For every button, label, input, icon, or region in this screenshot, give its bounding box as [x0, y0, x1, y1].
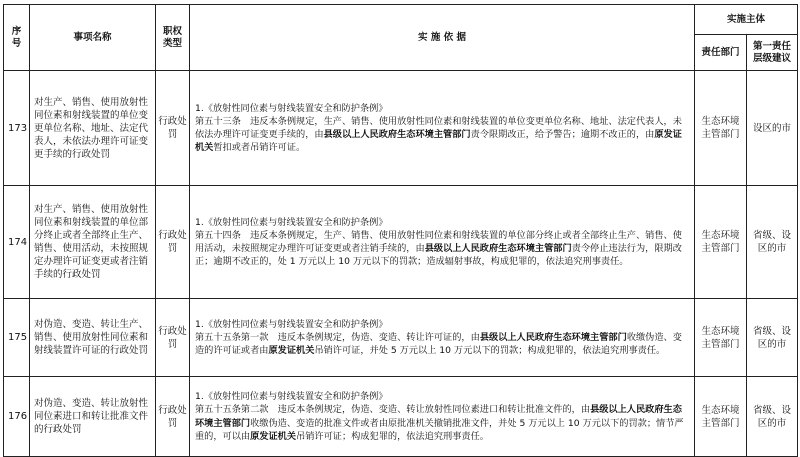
authority-emphasis: 原发证机关 [250, 430, 297, 442]
item-name: 对伪造、变造、转让生产、销售、使用放射性同位素和射线装置许可证的行政处罚 [30, 299, 156, 377]
table-row [4, 186, 798, 299]
article-part: 第五十三条 违反本条例规定，生产、销售、使用放射性同位素和射线装置的单位变更单位名称、地址、法定代表人，未依法办理许可证变更手续的，由 [195, 115, 682, 140]
law-title: 1.《放射性同位素与射线装置安全和防护条例》 [195, 216, 388, 228]
authority-emphasis: 县级以上人民政府生态环境主管部门 [195, 404, 682, 429]
article-text [195, 115, 689, 155]
article-part: 吊销许可证，并处 5 万元以上 10 万元以下的罚款；构成犯罪的，依法追究刑事责任。 [314, 345, 666, 357]
responsibility-level: 省级、设区的市 [747, 299, 798, 377]
header-seq: 序号 [4, 5, 30, 71]
article-text [195, 331, 689, 357]
law-title: 1.《放射性同位素与射线装置安全和防护条例》 [195, 391, 388, 403]
article-text [195, 403, 689, 443]
header-name: 事项名称 [30, 5, 156, 71]
row-number: 175 [4, 299, 30, 377]
header-type: 职权类型 [156, 5, 190, 71]
header-basis: 实 施 依 据 [190, 5, 695, 71]
header-dept: 责任部门 [695, 35, 747, 71]
header-level: 第一责任层级建议 [747, 35, 798, 71]
power-type: 行政处罚 [156, 377, 190, 457]
responsible-dept: 生态环境主管部门 [695, 186, 747, 299]
article-part: 第五十五条第二款 违反本条例规定，伪造、变造、转让放射性同位素进口和转让批准文件的，由 [195, 404, 591, 416]
responsibility-level: 省级、设区的市 [747, 186, 798, 299]
article-part: 责令限期改正，给予警告；逾期不改正的，由 [470, 129, 655, 140]
legal-basis [190, 186, 695, 299]
authority-emphasis: 原发证机关 [195, 129, 682, 154]
legal-basis [190, 71, 695, 186]
table-row [4, 377, 798, 457]
authority-emphasis: 县级以上人民政府生态环境主管部门 [479, 331, 627, 343]
responsible-dept: 生态环境主管部门 [695, 71, 747, 186]
row-number: 176 [4, 377, 30, 457]
law-title: 1.《放射性同位素与射线装置安全和防护条例》 [195, 318, 388, 330]
article-part: 责令停止违法行为，限期改正；逾期不改正的，处 1 万元以上 10 万元以下的罚款；造成辐射事故，构成犯罪的，依法追究刑事责任。 [195, 243, 682, 268]
item-name: 对伪造、变造、转让放射性同位素进口和转让批准文件的行政处罚 [30, 377, 156, 457]
article-part: 收缴伪造、变造的批准文件或者由原批准机关撤销批准文件，并处 5 万元以上 10 万元以下的罚款；情节严重的，可以由 [195, 417, 684, 442]
responsible-dept: 生态环境主管部门 [695, 377, 747, 457]
article-part: 第五十五条第一款 违反本条例规定，伪造、变造、转让许可证的，由 [195, 331, 480, 343]
authority-emphasis: 原发证机关 [268, 345, 315, 357]
power-type: 行政处罚 [156, 299, 190, 377]
row-number: 174 [4, 186, 30, 299]
legal-basis [190, 377, 695, 457]
legal-basis [190, 299, 695, 377]
item-name: 对生产、销售、使用放射性同位素和射线装置的单位变更单位名称、地址、法定代表人，未依法办理许可证变更手续的行政处罚 [30, 71, 156, 186]
law-title: 1.《放射性同位素与射线装置安全和防护条例》 [195, 102, 388, 114]
power-type: 行政处罚 [156, 186, 190, 299]
article-part: 收缴伪造、变造的许可证或者由 [195, 331, 682, 357]
item-name: 对生产、销售、使用放射性同位素和射线装置的单位部分终止或者全部终止生产、销售、使用活动，未按照规定办理许可证变更或者注销手续的行政处罚 [30, 186, 156, 299]
responsible-dept: 生态环境主管部门 [695, 299, 747, 377]
power-type: 行政处罚 [156, 71, 190, 186]
authority-emphasis: 县级以上人民政府生态环境主管部门 [323, 129, 471, 140]
responsibility-level: 设区的市 [747, 71, 798, 186]
table-row [4, 299, 798, 377]
header-subject: 实施主体 [695, 5, 798, 35]
authority-emphasis: 县级以上人民政府生态环境主管部门 [424, 243, 572, 254]
responsibility-level: 省级、设区的市 [747, 377, 798, 457]
enforcement-table [3, 4, 798, 457]
article-text [195, 229, 689, 269]
article-part: 暂扣或者吊销许可证。 [213, 142, 306, 154]
article-part: 第五十四条 违反本条例规定，生产、销售、使用放射性同位素和射线装置的单位部分终止或者全部终止生产、销售、使用活动，未按照规定办理许可证变更或者注销手续的，由 [195, 229, 682, 254]
article-part: 吊销许可证；构成犯罪的，依法追究刑事责任。 [296, 430, 489, 442]
row-number: 173 [4, 71, 30, 186]
table-row [4, 71, 798, 186]
